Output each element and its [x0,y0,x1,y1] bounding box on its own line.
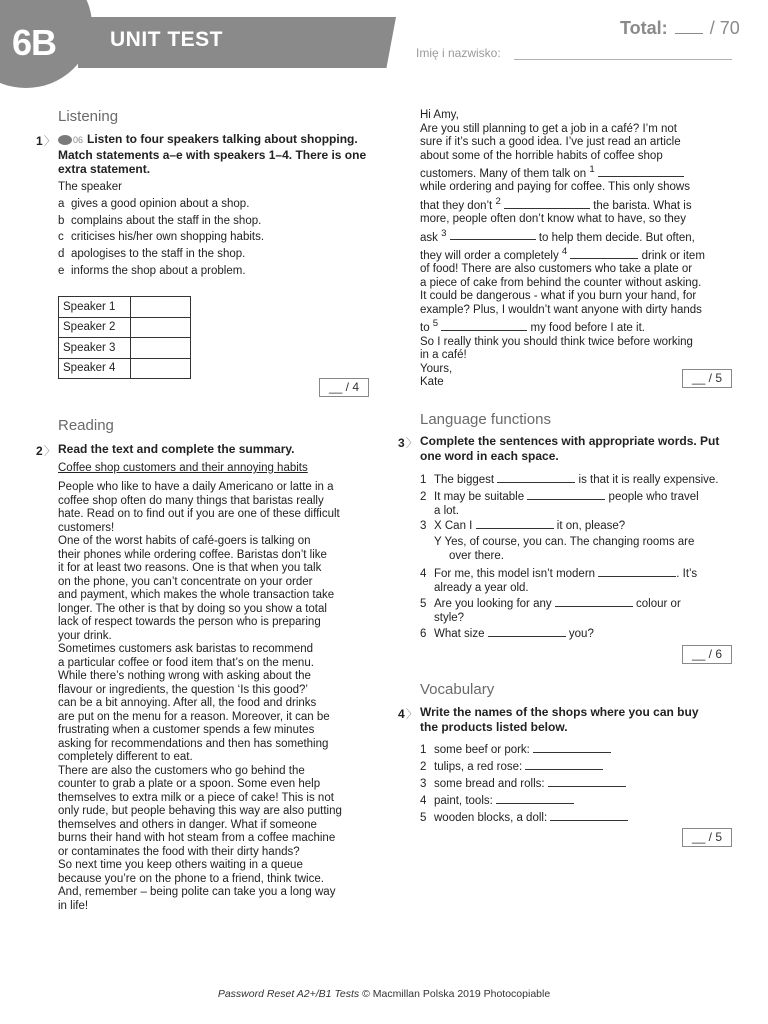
gap-number: 3 [441,227,447,239]
text-line: in a café! [420,349,467,362]
vocab-item-1 [420,742,611,758]
item-number: 5 [420,812,427,824]
vocabulary-instruction [420,705,740,734]
item-text: paint, tools: [434,795,493,807]
text-line: while ordering and paying for coffee. This only shows [420,181,690,194]
task-number-1 [36,132,56,149]
gap-3-field[interactable] [450,229,536,240]
text-line: It could be dangerous - what if you burn your hand, for [420,290,697,303]
text-line: are put on the menu for a reason. Moreover, it can be [58,710,330,723]
text-line: customers. Many of them talk on [420,167,587,180]
book-title: Password Reset A2+/B1 Tests [217,988,360,1000]
vocab-item-4 [420,793,574,809]
vocab-item-3 [420,776,626,792]
article-body [58,481,378,913]
article-paragraph [58,643,378,765]
item-text: X Can I [434,520,473,532]
item-text: tulips, a red rose: [434,761,523,773]
text-line: customers! [58,521,115,534]
text-line: to help them decide. But often, [538,231,695,244]
text-line: longer. The other is that by doing so you show a total [58,602,327,615]
lf-answer-field[interactable] [497,472,575,483]
copyright-text: © Macmillan Polska 2019 Photocopiable [359,988,551,1000]
text-line: it for at least two reasons. One is that when you talk [58,562,322,574]
speaker-label: Speaker 2 [59,317,131,338]
text-line: drink or item [641,249,705,262]
lf-answer-field[interactable] [555,596,633,607]
task-number-3-text: 3 [398,436,405,450]
speaker-label: Speaker 1 [59,297,131,318]
unit-title: UNIT TEST [110,28,223,51]
vocab-answer-field[interactable] [533,742,611,753]
task-number-2-text: 2 [36,444,43,458]
item-number: 4 [420,795,427,807]
speaker-label: Speaker 3 [59,338,131,359]
lf-answer-field[interactable] [598,566,676,577]
gap-number: 4 [561,245,568,257]
item-number: 6 [420,628,427,640]
language-functions-heading: Language functions [420,411,551,428]
item-text: . It’s [676,568,698,580]
vocabulary-heading: Vocabulary [420,681,495,698]
item-text: some bread and rolls: [434,778,545,790]
listening-instruction [58,132,378,177]
text-line: or contaminates the food with their dirty hands? [58,845,300,858]
text-line: sure if it’s such a good idea. I’ve just read an article [420,136,681,148]
cd-icon [58,135,72,145]
gap-number: 2 [495,195,501,207]
gap-1-field[interactable] [598,166,684,177]
item-text: over there. [449,549,504,562]
table-row [59,338,191,359]
text-line: my food before I ate it. [530,322,645,335]
text-line: themselves to extra milk or a piece of cake! This is not [58,791,334,804]
reading-heading: Reading [58,417,114,434]
total-blank[interactable] [675,20,703,34]
text-line: completely different to eat. [58,751,193,763]
letter-closing: Yours, [420,362,453,375]
listening-heading: Listening [58,108,119,125]
item-text: Y Yes, of course, you can. The changing rooms are [434,536,695,548]
vocabulary-score-box[interactable]: __ / 5 [682,828,732,847]
item-number: 3 [420,520,427,532]
statement-text: gives a good opinion about a shop. [71,198,250,210]
letter-signature: Kate [420,376,444,389]
text-line: only rude, but people behaving this way are also putting [58,805,342,817]
statement-b [58,215,261,227]
text-line: lack of respect towards the person who is preparing [58,616,321,628]
listening-lead: The speaker [58,181,122,193]
item-text: style? [434,611,465,624]
text-line: People who like to have a daily Americano or latte in a [58,481,334,493]
task-number-2 [36,442,56,459]
text-line: frustrating when a customer spends a few minutes [58,724,315,736]
text-line: your drink. [58,629,112,642]
text-line: themselves and others in danger. What if someone [58,818,317,831]
item-text: already a year old. [434,581,529,594]
summary-letter [420,109,740,390]
reading-instruction: Read the text and complete the summary. [58,442,295,456]
article-paragraph [58,535,378,643]
text-line: because you’re on the phone to a friend, think twice. [58,872,324,885]
item-number: 2 [420,761,427,773]
listening-score-box[interactable]: __ / 4 [319,378,369,397]
reading-score-box[interactable]: __ / 5 [682,369,732,388]
table-row [59,297,191,318]
item-text: it on, please? [556,520,626,532]
lf-item-3 [420,518,625,534]
text-line: And, remember – being polite can take you a long way [58,886,336,898]
item-number: 5 [420,598,427,610]
text-line: their phones while ordering coffee. Baristas don’t like [58,548,327,561]
text-line: about some of the horrible habits of coffee shop [420,149,663,162]
speaker-answer-cell[interactable] [131,297,191,318]
statement-letter: c [58,231,64,243]
text-line: of food! There are also customers who take a plate or [420,263,693,276]
lf-item-6 [420,626,594,642]
gap-number: 5 [432,318,439,330]
lf-answer-field[interactable] [488,626,566,637]
text-line: So next time you keep others waiting in a queue [58,859,303,871]
gap-number: 1 [589,164,595,175]
text-line: example? Plus, I wouldn’t want anyone with dirty hands [420,303,702,316]
item-number: 3 [420,778,427,790]
lf-answer-field[interactable] [527,489,605,500]
text-line: burns their hand with hot steam from a coffee machine [58,832,336,844]
text-line: asking for recommendations and then has something [58,737,329,750]
listening-instruction-2: Match statements a–e with speakers 1–4. There is one [58,147,367,162]
lf-item-3-reply [420,536,694,563]
text-line: One of the worst habits of café-goers is talking on [58,535,311,547]
item-text: What size [434,628,485,640]
item-text: colour or [636,598,681,610]
text-line: that they don’t [420,199,493,212]
speaker-answer-cell[interactable] [131,317,191,338]
lf-item-5 [420,596,681,625]
article-paragraph [58,481,378,535]
text-line: and payment, which makes the whole transaction take [58,589,335,601]
item-text: some beef or pork: [434,744,530,756]
table-row [59,317,191,338]
name-field[interactable] [514,59,732,60]
statement-letter: a [58,198,65,210]
item-text: Are you looking for any [434,598,552,610]
text-line: they will order a completely [420,249,559,262]
item-text: For me, this model isn’t modern [434,568,596,580]
item-number: 2 [420,491,427,503]
article-title: Coffee shop customers and their annoying habits [58,462,308,474]
vocab-answer-field[interactable] [550,810,628,821]
item-text: a lot. [434,504,459,517]
task-number-4-text: 4 [398,707,405,721]
statement-text: informs the shop about a problem. [71,265,246,277]
text-line: to [420,322,430,335]
text-line: on the phone, you can’t concentrate on your order [58,575,313,588]
speaker-answer-cell[interactable] [131,338,191,359]
text-line: more, people often don’t know what to have, so they [420,213,686,226]
instruction-line: Write the names of the shops where you can buy [420,705,699,719]
gap-4-field[interactable] [570,248,638,259]
item-text: It may be suitable [434,491,525,503]
speaker-table [58,296,191,379]
vocab-item-2 [420,759,603,775]
item-text: The biggest [434,474,495,486]
text-line: Are you still planning to get a job in a café? I’m not [420,122,677,135]
lf-answer-field[interactable] [476,518,554,529]
text-line: There are also the customers who go behind the [58,764,305,777]
item-text: is that it is really expensive. [578,474,719,486]
lf-item-2 [420,489,699,518]
speaker-label: Speaker 4 [59,358,131,379]
article-paragraph [58,765,378,860]
statement-text: complains about the staff in the shop. [71,215,262,227]
gap-5-field[interactable] [441,320,527,331]
text-line: So I really think you should think twice before working [420,335,693,348]
speaker-answer-cell[interactable] [131,358,191,379]
table-row [59,358,191,379]
item-text: wooden blocks, a doll: [434,812,548,824]
text-line: a particular coffee or food item that’s on the menu. [58,656,314,669]
statement-text: criticises his/her own shopping habits. [71,231,265,243]
vocab-answer-field[interactable] [496,793,574,804]
language-functions-instruction [420,434,740,463]
text-line: Sometimes customers ask baristas to recommend [58,643,314,655]
vocab-item-5 [420,810,628,826]
page-footer [0,988,768,1000]
text-line: ask [420,231,438,244]
task-number-1-text: 1 [36,134,43,148]
text-line: counter to grab a plate or a spoon. Some even help [58,778,321,790]
chevron-right-icon: 〉 [43,134,56,148]
item-text: people who travel [608,491,699,503]
text-line: a piece of cake from behind the counter without asking. [420,276,702,289]
instruction-line: the products listed below. [420,719,568,734]
statement-c [58,231,264,243]
vocab-answer-field[interactable] [548,776,626,787]
gap-2-field[interactable] [504,198,590,209]
text-line: in life! [58,899,89,912]
task-number-4 [398,705,418,722]
statement-letter: d [58,248,65,260]
total-max: / 70 [709,18,740,38]
unit-code: 6B [12,22,57,63]
text-line: can be a bit annoying. After all, the food and drinks [58,697,317,709]
chevron-right-icon: 〉 [43,444,56,458]
instruction-line: one word in each space. [420,448,559,463]
statement-letter: e [58,265,65,277]
text-line: hate. Read on to find out if you are one of these difficult [58,508,340,520]
text-line: coffee shop often do many things that baristas really [58,494,324,507]
lf-item-1 [420,472,719,488]
name-label: Imię i nazwisko: [416,46,501,60]
listening-instruction-3: extra statement. [58,162,151,176]
vocab-answer-field[interactable] [525,759,603,770]
item-number: 1 [420,474,427,486]
article-paragraph [58,859,378,913]
statement-a [58,198,249,210]
statement-text: apologises to the staff in the shop. [71,248,246,260]
statement-e [58,265,246,277]
statement-d [58,248,245,260]
track-number: 06 [73,135,84,145]
listening-instruction-1: Listen to four speakers talking about shopping. [87,132,358,146]
lf-item-4 [420,566,697,595]
language-functions-score-box[interactable]: __ / 6 [682,645,732,664]
chevron-right-icon: 〉 [405,707,418,721]
statement-letter: b [58,215,65,227]
task-number-3 [398,434,418,451]
text-line: flavour or ingredients, the question ‘Is this good?’ [58,683,308,696]
chevron-right-icon: 〉 [405,436,418,450]
letter-greeting: Hi Amy, [420,109,459,121]
text-line: the barista. What is [593,199,692,212]
total-label: Total: [620,18,668,38]
item-number: 4 [420,568,427,580]
instruction-line: Complete the sentences with appropriate words. Put [420,434,720,448]
total-score [620,18,740,39]
text-line: While there’s nothing wrong with asking about the [58,670,311,682]
item-number: 1 [420,744,427,756]
item-text: you? [568,628,594,640]
